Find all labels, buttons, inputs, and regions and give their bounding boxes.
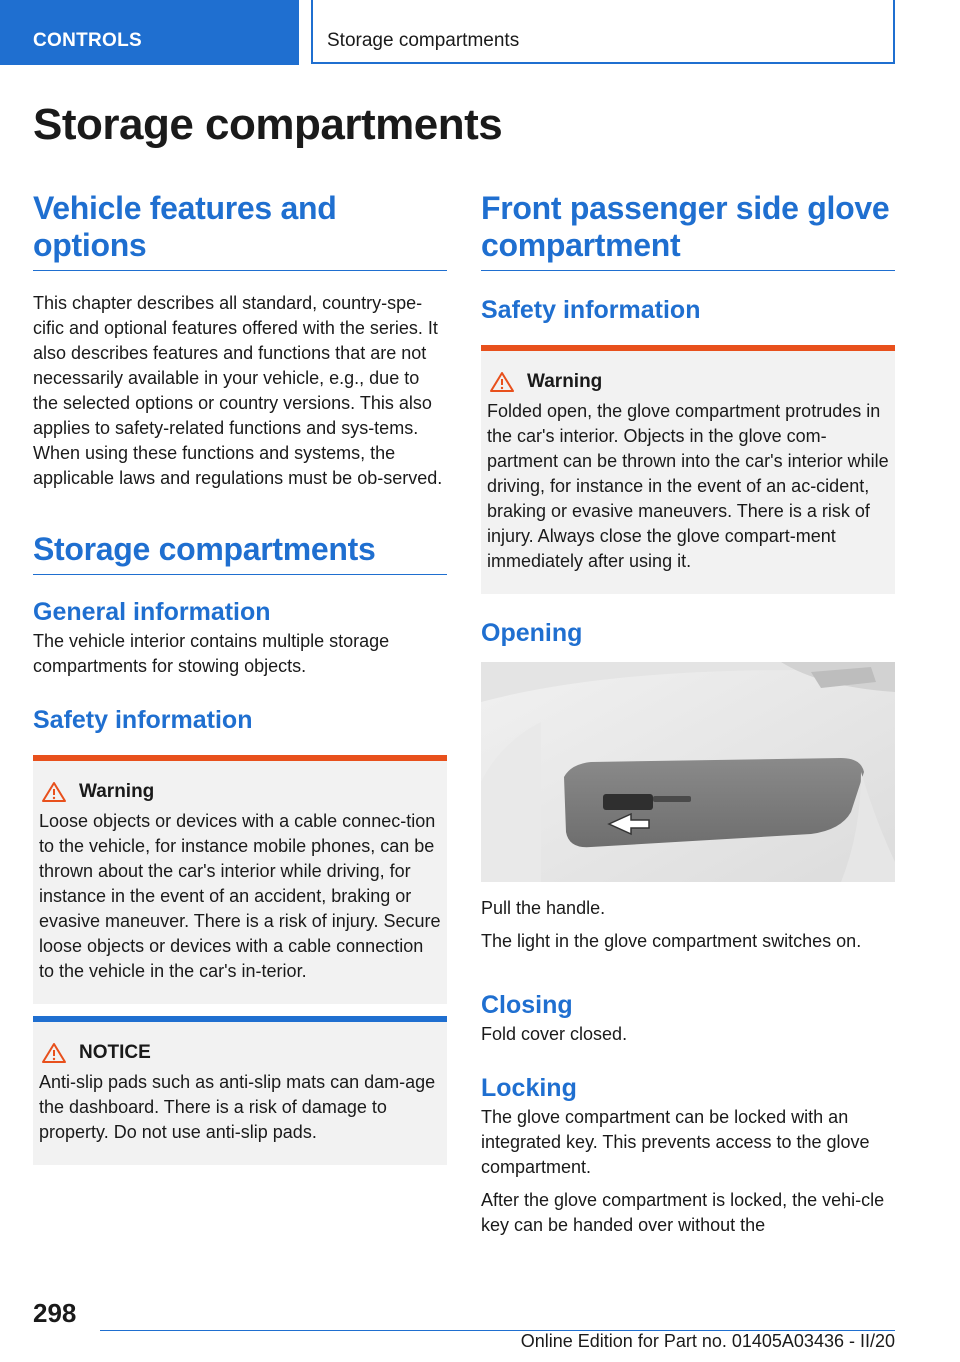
glove-compartment-heading: Front passenger side glove compartment (481, 190, 895, 271)
glove-warning-box (481, 345, 895, 594)
section-tab: CONTROLS (0, 0, 299, 65)
glove-compartment-illustration (481, 662, 895, 882)
page-title: Storage compartments (33, 100, 503, 149)
glove-warning-header (487, 371, 889, 393)
notice-box-header (39, 1042, 441, 1064)
glove-warning-title: Warning (527, 371, 603, 392)
warning-title: Warning (79, 781, 155, 802)
closing-text: Fold cover closed. (481, 1024, 628, 1044)
vehicle-features-text: This chapter describes all standard, country-spe-cific and optional features offered with the series. It also describes features and functions that are not necessarily available in your vehicle, e.g., due to the selected options or country versions. This also applies to safety-related functions and sys-tems. When using these functions and systems, the applicable laws and regulations must be ob-served. (33, 293, 443, 488)
vehicle-features-heading: Vehicle features and options (33, 190, 447, 271)
breadcrumb: Storage compartments (311, 0, 895, 64)
glove-compartment-photo (481, 662, 895, 882)
locking-text-1: The glove compartment can be locked with an integrated key. This prevents access to the glove compartment. (481, 1107, 870, 1177)
right-column (481, 190, 895, 1238)
warning-triangle-icon (41, 781, 67, 803)
notice-box (33, 1016, 447, 1165)
notice-title: NOTICE (79, 1042, 151, 1063)
notice-text: Anti-slip pads such as anti-slip mats can dam-age the dashboard. There is a risk of damage to property. Do not use anti-slip pads. (39, 1072, 436, 1142)
general-info-heading: General information (33, 598, 271, 626)
glove-warning-text: Folded open, the glove compartment protrudes in the car's interior. Objects in the glove com-partment can be thrown into the car's interior while driving, for instance in the event of an ac-cident, braking or evasive maneuvers. There is a risk of injury. Always close the glove compart-ment immediately after using it. (487, 401, 889, 571)
warning-text: Loose objects or devices with a cable connec-tion to the vehicle, for instance mobile phones, can be thrown about the car's interior while driving, for instance in the event of an accident, braking or evasive maneuver. There is a risk of injury. Secure loose objects or devices with a cable connection to the vehicle in the car's in-terior. (39, 811, 441, 981)
locking-heading: Locking (481, 1074, 577, 1102)
opening-heading: Opening (481, 619, 583, 647)
edition-note: Online Edition for Part no. 01405A03436 - II/20 (520, 1331, 895, 1351)
warning-box-header (39, 781, 441, 803)
warning-triangle-icon (41, 1042, 67, 1064)
left-column (33, 190, 447, 1165)
locking-text-2: After the glove compartment is locked, the vehi-cle key can be handed over without the (481, 1190, 885, 1235)
warning-triangle-icon (489, 371, 515, 393)
glove-safety-heading: Safety information (481, 296, 701, 324)
opening-step-1: Pull the handle. (481, 898, 606, 918)
page-number: 298 (33, 1298, 77, 1328)
opening-step-2: The light in the glove compartment switches on. (481, 931, 862, 951)
general-info-text: The vehicle interior contains multiple storage compartments for stowing objects. (33, 631, 390, 676)
storage-heading: Storage compartments (33, 531, 447, 575)
warning-box (33, 755, 447, 1004)
safety-info-heading: Safety information (33, 706, 253, 734)
closing-heading: Closing (481, 991, 573, 1019)
